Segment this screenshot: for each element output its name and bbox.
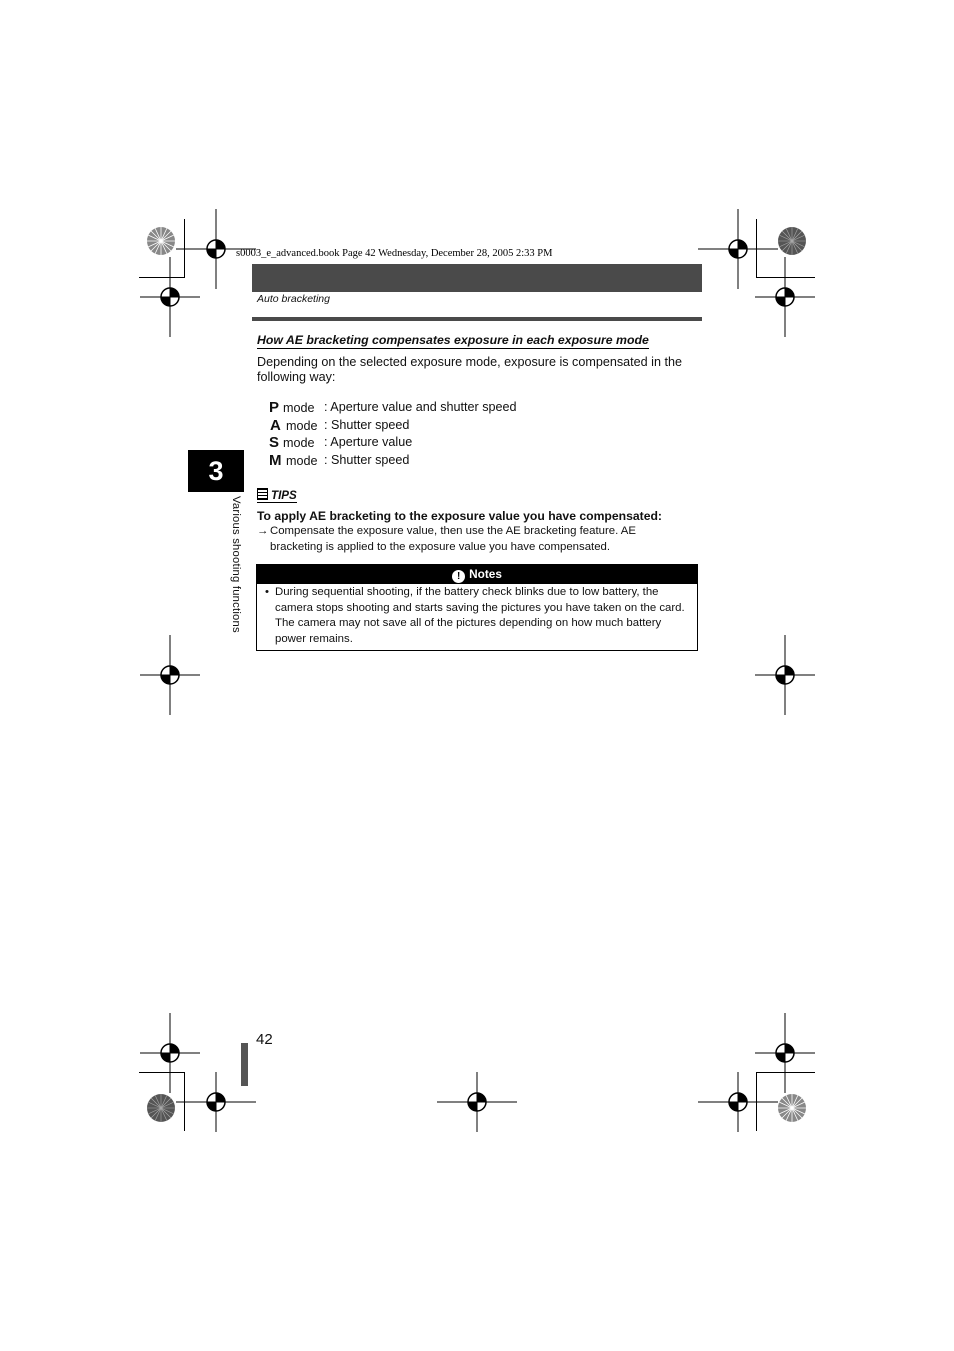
mode-letter: M bbox=[269, 452, 282, 469]
tips-label bbox=[257, 488, 297, 503]
tips-body-text: Compensate the exposure value, then use the AE bracketing feature. AE bracketing is applied to the exposure value you have compensated. bbox=[270, 525, 637, 553]
arrow-icon: → bbox=[257, 525, 269, 537]
mode-word: mode bbox=[286, 454, 318, 468]
mode-desc: : Shutter speed bbox=[324, 418, 410, 432]
starburst-target-icon bbox=[777, 1093, 807, 1123]
notes-box bbox=[256, 564, 698, 651]
notes-label: Notes bbox=[469, 567, 502, 581]
mode-letter: S bbox=[269, 434, 280, 451]
exclamation-icon: ! bbox=[452, 570, 465, 583]
registration-mark bbox=[745, 257, 825, 337]
notes-header bbox=[257, 565, 697, 584]
tips-notebook-icon bbox=[257, 488, 268, 500]
tips-body bbox=[257, 524, 677, 555]
mode-letter: P bbox=[269, 399, 280, 416]
mode-desc: : Aperture value bbox=[324, 435, 413, 449]
intro-paragraph: Depending on the selected exposure mode, exposure is compensated in the following way: bbox=[257, 355, 682, 384]
registration-mark bbox=[437, 1062, 517, 1142]
section-heading: How AE bracketing compensates exposure in each exposure mode bbox=[257, 333, 649, 347]
page-number: 42 bbox=[256, 1031, 273, 1048]
chapter-title-vertical: Various shooting functions bbox=[230, 496, 242, 633]
mode-desc: : Aperture value and shutter speed bbox=[324, 400, 517, 414]
section-rule bbox=[252, 317, 702, 321]
mode-letter: A bbox=[270, 417, 281, 434]
starburst-target-icon bbox=[146, 1093, 176, 1123]
mode-row-p bbox=[269, 399, 517, 416]
registration-mark bbox=[130, 257, 210, 337]
notes-body: During sequential shooting, if the battery check blinks due to low battery, the camera stops shooting and starts saving the pictures you have taken on the card. The camera may not save all of the pictures depending on how much battery power remains. bbox=[275, 586, 685, 645]
registration-mark bbox=[745, 635, 825, 715]
mode-word: mode bbox=[283, 401, 315, 415]
starburst-target-icon bbox=[146, 226, 176, 256]
page-bar bbox=[241, 1043, 248, 1086]
mode-word: mode bbox=[286, 419, 318, 433]
mode-desc: : Shutter speed bbox=[324, 453, 410, 467]
tips-text: TIPS bbox=[271, 489, 297, 502]
file-header: s0003_e_advanced.book Page 42 Wednesday, December 28, 2005 2:33 PM bbox=[236, 248, 553, 259]
tips-heading: To apply AE bracketing to the exposure value you have compensated: bbox=[257, 509, 662, 523]
mode-row-m bbox=[269, 452, 410, 469]
registration-mark bbox=[130, 635, 210, 715]
header-band bbox=[252, 264, 702, 292]
bullet: • bbox=[265, 586, 269, 598]
registration-mark bbox=[698, 1062, 778, 1142]
mode-word: mode bbox=[283, 436, 315, 450]
starburst-target-icon bbox=[777, 226, 807, 256]
mode-row-s bbox=[269, 434, 413, 451]
section-label: Auto bracketing bbox=[257, 293, 330, 305]
mode-row-a bbox=[269, 417, 410, 434]
chapter-tab: 3 bbox=[188, 450, 244, 492]
